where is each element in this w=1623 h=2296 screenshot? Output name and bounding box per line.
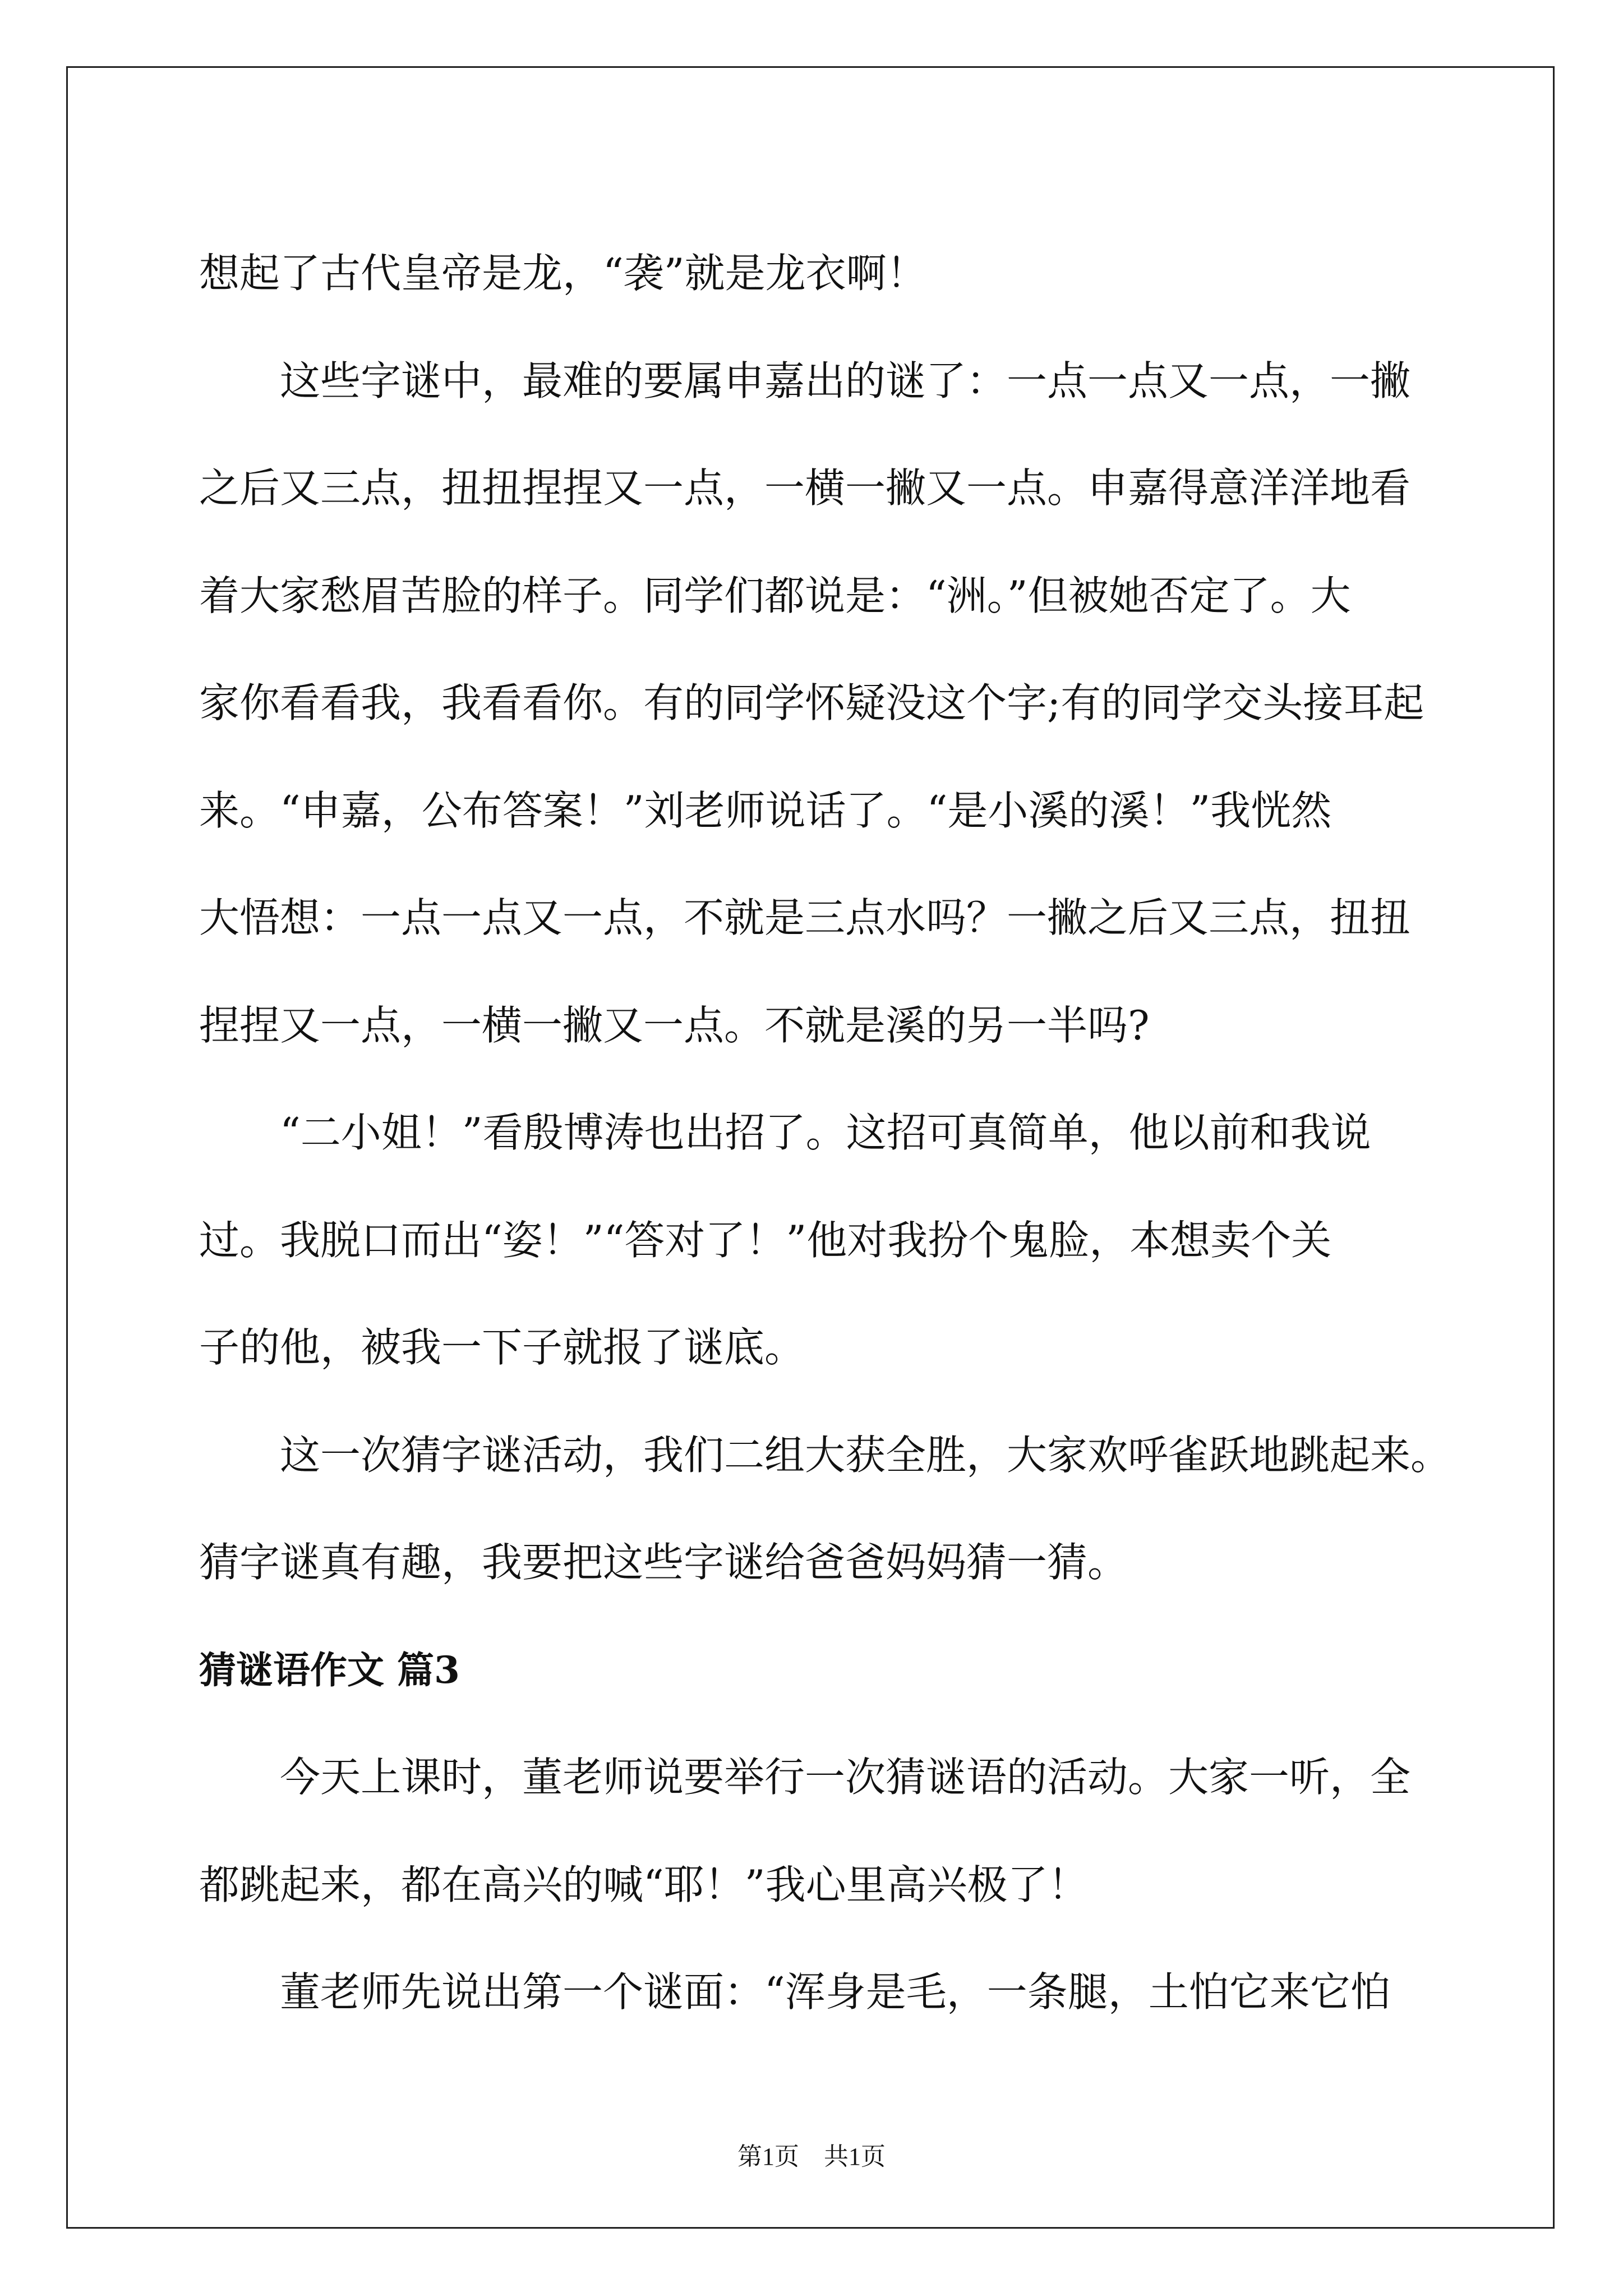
text-line: 这些字谜中，最难的要属申嘉出的谜了：一点一点又一点，一撇 [280, 357, 1411, 404]
section-heading: 猜谜语作文 篇3 [199, 1648, 460, 1692]
text-line: 都跳起来，都在高兴的喊“耶！”我心里高兴极了！ [199, 1861, 1089, 1908]
text-line: 家你看看我，我看看你。有的同学怀疑没这个字;有的同学交头接耳起 [199, 679, 1424, 726]
text-line: 想起了古代皇帝是龙，“袭”就是龙衣啊！ [199, 250, 927, 297]
paragraph-4 [199, 1402, 1451, 1617]
paragraph-5 [199, 1724, 1433, 1939]
text-line: 来。“申嘉，公布答案！”刘老师说话了。“是小溪的溪！”我恍然 [199, 786, 1332, 834]
text-line: 猜字谜真有趣，我要把这些字谜给爸爸妈妈猜一猜。 [199, 1539, 1128, 1586]
page-number: 第1页 共1页 [737, 2143, 886, 2170]
text-line: 董老师先说出第一个谜面：“浑身是毛，一条腿，土怕它来它怕 [280, 1968, 1391, 2016]
text-line: 着大家愁眉苦脸的样子。同学们都说是：“洲。”但被她否定了。大 [199, 572, 1351, 619]
text-line: “二小姐！”看殷博涛也出招了。这招可真简单，他以前和我说 [280, 1109, 1371, 1156]
text-line: 子的他，被我一下子就报了谜底。 [199, 1324, 805, 1371]
text-line: 捏捏又一点，一横一撇又一点。不就是溪的另一半吗? [199, 1001, 1150, 1049]
text-line: 之后又三点，扭扭捏捏又一点，一横一撇又一点。申嘉得意洋洋地看 [199, 464, 1411, 512]
text-line: 今天上课时，董老师说要举行一次猜谜语的活动。大家一听，全 [280, 1754, 1411, 1801]
paragraph-6 [199, 1939, 1433, 2046]
text-line: 过。我脱口而出“姿！”“答对了！”他对我扮个鬼脸，本想卖个关 [199, 1216, 1332, 1264]
paragraph-3 [199, 1079, 1433, 1402]
document-body [199, 220, 1451, 2046]
text-line: 大悟想：一点一点又一点，不就是三点水吗？一撇之后又三点，扭扭 [199, 894, 1411, 941]
text-line: 这一次猜字谜活动，我们二组大获全胜，大家欢呼雀跃地跳起来。 [280, 1431, 1451, 1479]
paragraph-1 [199, 220, 1433, 328]
paragraph-2 [199, 328, 1433, 1080]
